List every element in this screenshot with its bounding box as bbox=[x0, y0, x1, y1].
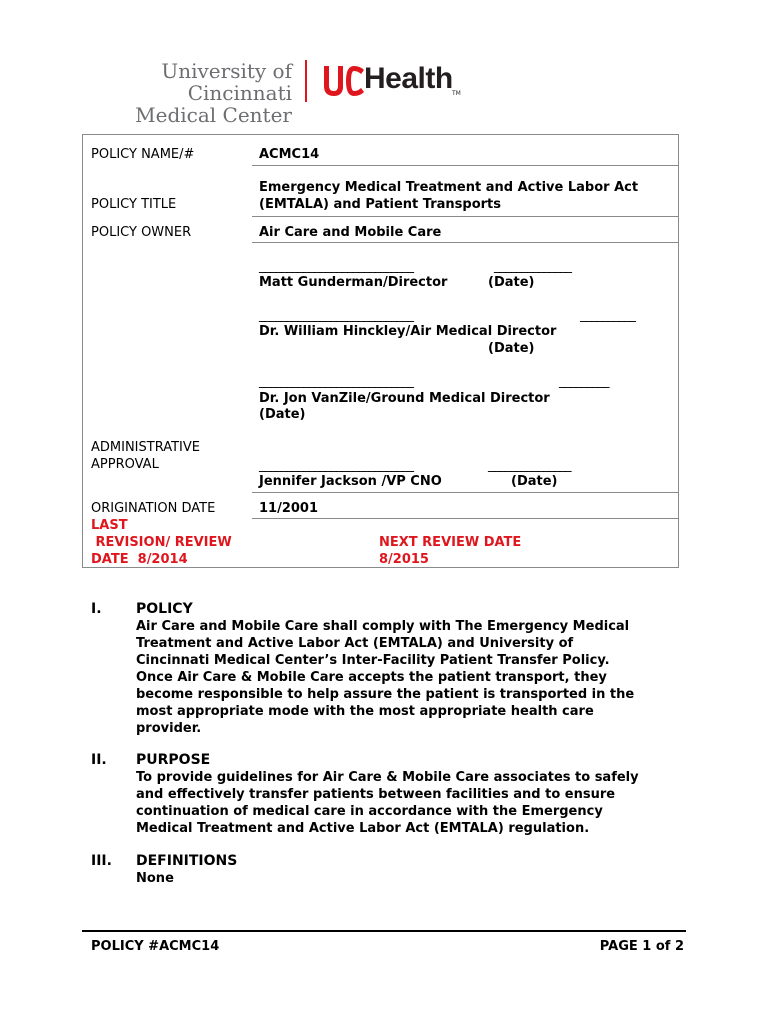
signer-date-label: (Date) bbox=[259, 407, 306, 422]
last-revision-line-3: DATE 8/2014 bbox=[91, 552, 188, 567]
section-line: Air Care and Mobile Care shall comply with The Emergency Medical bbox=[136, 619, 630, 634]
footer-rule bbox=[82, 930, 686, 932]
trademark: TM bbox=[452, 90, 461, 97]
row-divider-title bbox=[252, 216, 678, 217]
signer-date-label: (Date) bbox=[488, 341, 535, 356]
date-line: ______________ bbox=[494, 259, 571, 274]
section-line: continuation of medical care in accordance with the Emergency bbox=[136, 804, 603, 819]
policy-owner-value: Air Care and Mobile Care bbox=[259, 225, 442, 240]
section-line: become responsible to help assure the patient is transported in the bbox=[136, 687, 635, 702]
university-line-1: University of Cincinnati bbox=[161, 59, 292, 105]
health-wordmark: Health bbox=[364, 62, 453, 95]
section-line: None bbox=[136, 871, 174, 886]
origination-date-label: ORIGINATION DATE bbox=[91, 501, 216, 516]
signature-line: ____________________________ bbox=[259, 259, 413, 274]
section-line: Medical Treatment and Active Labor Act (EMTALA) regulation. bbox=[136, 821, 590, 836]
table-right-border bbox=[678, 134, 679, 568]
signature-line: ____________________________ bbox=[259, 374, 413, 389]
uc-mark-icon bbox=[320, 62, 366, 100]
section-line: most appropriate mode with the most appropriate health care bbox=[136, 704, 594, 719]
section-line: To provide guidelines for Air Care & Mobile Care associates to safely bbox=[136, 770, 639, 785]
next-review-value: 8/2015 bbox=[379, 552, 429, 567]
section-number: I. bbox=[91, 601, 102, 617]
university-logo-text bbox=[92, 60, 292, 126]
signer-name: Dr. William Hinckley/Air Medical Director bbox=[259, 324, 557, 339]
section-number: III. bbox=[91, 853, 112, 869]
date-line: _______________ bbox=[488, 458, 571, 473]
row-divider-approval bbox=[252, 492, 678, 493]
date-line: __________ bbox=[580, 308, 635, 323]
section-line: and effectively transfer patients between facilities and to ensure bbox=[136, 787, 616, 802]
last-revision-line-1: LAST bbox=[91, 518, 128, 533]
signer-name: Matt Gunderman/Director bbox=[259, 275, 448, 290]
origination-date-value: 11/2001 bbox=[259, 501, 319, 516]
section-heading: DEFINITIONS bbox=[136, 853, 238, 869]
signer-name: Jennifer Jackson /VP CNO bbox=[259, 474, 442, 489]
signer-date-label: (Date) bbox=[488, 275, 535, 290]
section-line: Once Air Care & Mobile Care accepts the patient transport, they bbox=[136, 670, 607, 685]
signature-line: ____________________________ bbox=[259, 458, 413, 473]
logo-divider bbox=[305, 60, 307, 102]
policy-title-line-2: (EMTALA) and Patient Transports bbox=[259, 197, 501, 212]
section-number: II. bbox=[91, 752, 107, 768]
signer-name: Dr. Jon VanZile/Ground Medical Director bbox=[259, 391, 550, 406]
signature-line: ____________________________ bbox=[259, 308, 413, 323]
section-line: provider. bbox=[136, 721, 202, 736]
table-top-border bbox=[82, 134, 679, 135]
row-divider-origination bbox=[252, 518, 678, 519]
section-heading: PURPOSE bbox=[136, 752, 211, 768]
section-line: Cincinnati Medical Center’s Inter-Facility Patient Transfer Policy. bbox=[136, 653, 610, 668]
section-line: Treatment and Active Labor Act (EMTALA) and University of bbox=[136, 636, 574, 651]
admin-approval-label-2: APPROVAL bbox=[91, 457, 159, 472]
section-body bbox=[136, 769, 696, 837]
admin-approval-label-1: ADMINISTRATIVE bbox=[91, 440, 200, 455]
policy-owner-label: POLICY OWNER bbox=[91, 225, 192, 240]
table-left-border bbox=[82, 134, 83, 568]
footer-page-number: PAGE 1 of 2 bbox=[599, 939, 684, 954]
university-line-2: Medical Center bbox=[135, 103, 292, 127]
last-revision-line-2: REVISION/ REVIEW bbox=[91, 535, 232, 550]
row-divider-name bbox=[252, 165, 678, 166]
section-body bbox=[136, 618, 696, 737]
policy-title-label: POLICY TITLE bbox=[91, 197, 177, 212]
section-body bbox=[136, 870, 696, 887]
policy-title-line-1: Emergency Medical Treatment and Active Labor Act bbox=[259, 180, 639, 195]
row-divider-owner bbox=[252, 242, 678, 243]
date-line: _________ bbox=[559, 374, 609, 389]
policy-name-value: ACMC14 bbox=[259, 147, 320, 162]
next-review-label: NEXT REVIEW DATE bbox=[379, 535, 522, 550]
signer-date-label: (Date) bbox=[511, 474, 558, 489]
footer-policy-number: POLICY #ACMC14 bbox=[91, 939, 220, 954]
section-heading: POLICY bbox=[136, 601, 193, 617]
policy-name-label: POLICY NAME/# bbox=[91, 147, 195, 162]
